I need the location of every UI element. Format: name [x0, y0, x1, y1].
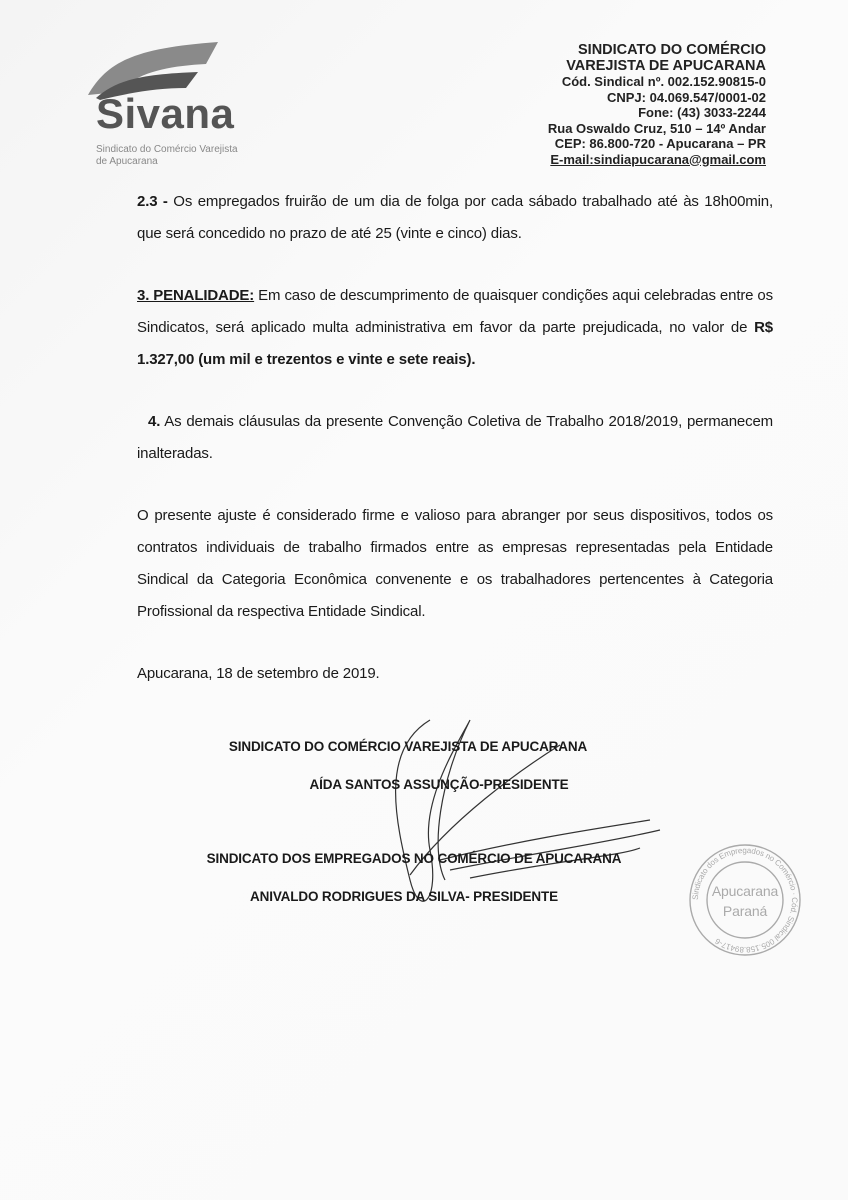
clause-number: 2.3 - — [137, 193, 168, 210]
clause-4 — [137, 406, 773, 470]
logo-text: Sivana — [96, 90, 235, 137]
clause-number: 4. — [148, 413, 161, 430]
signature-section — [0, 710, 848, 960]
address: Rua Oswaldo Cruz, 510 – 14º Andar — [547, 120, 766, 136]
penalty-amount: R$ 1.327,00 (um mil e trezentos e vinte e sete reais). — [137, 319, 773, 368]
email: E-mail:sindiapucarana@gmail.com — [550, 151, 766, 167]
place-date: Apucarana, 18 de setembro de 2019. — [137, 665, 380, 682]
signatory-name: AÍDA SANTOS ASSUNÇÃO-PRESIDENTE — [309, 777, 569, 792]
cep: CEP: 86.800-720 - Apucarana – PR — [554, 136, 766, 151]
document-body — [137, 186, 800, 960]
clause-text: Os empregados fruirão de um dia de folga por cada sábado trabalhado até às 18h00min, que será concedido no prazo de até 25 (vinte e cinco) dias. — [137, 193, 774, 242]
stamp-ring: Sindicato dos Empregados no Comércio · Cód. Sindical 005.158.89417-6 — [690, 845, 800, 955]
logo-subtitle — [96, 144, 238, 168]
org-name: SINDICATO DO COMÉRCIO — [578, 42, 766, 58]
cod-sindical: Cód. Sindical nº. 002.152.90815-0 — [561, 74, 766, 89]
stamp-line2: Paraná — [722, 903, 768, 919]
clause-text: Em caso de descumprimento de quaisquer condições aqui celebradas entre os Sindicatos, será aplicado multa administrativa em favor da parte prejudicada, no valor de — [137, 287, 773, 336]
sivana-logo — [78, 40, 308, 170]
signatory-org: SINDICATO DO COMÉRCIO VAREJISTA DE APUCARANA — [228, 739, 588, 754]
letterhead-contact — [548, 42, 766, 167]
signatory-name: ANIVALDO RODRIGUES DA SILVA- PRESIDENTE — [250, 889, 558, 904]
phone: Fone: (43) 3033-2244 — [638, 105, 766, 120]
closing-paragraph: O presente ajuste é considerado firme e valioso para abranger por seus dispositivos, todos os contratos individuais de trabalho firmados entre as empresas representadas pela Entidade Sindical da Categoria Econômica convenente e os trabalhadores pertencentes à Categoria Profissional da respectiva Entidade Sindical. — [137, 507, 773, 620]
logo-subtitle-line: Sindicato do Comércio Varejista — [96, 144, 238, 155]
clause-2-3 — [137, 186, 773, 250]
clause-3 — [137, 280, 773, 376]
stamp-line1: Apucarana — [711, 883, 779, 899]
org-name: VAREJISTA DE APUCARANA — [566, 58, 766, 74]
clause-title: 3. PENALIDADE: — [137, 287, 255, 304]
logo-subtitle-line: de Apucarana — [96, 156, 158, 167]
signatory-org: SINDICATO DOS EMPREGADOS NO COMÉRCIO DE APUCARANA — [206, 851, 622, 866]
clause-text: As demais cláusulas da presente Convenção Coletiva de Trabalho 2018/2019, permanecem inalteradas. — [137, 413, 773, 462]
cnpj: CNPJ: 04.069.547/0001-02 — [606, 89, 766, 105]
